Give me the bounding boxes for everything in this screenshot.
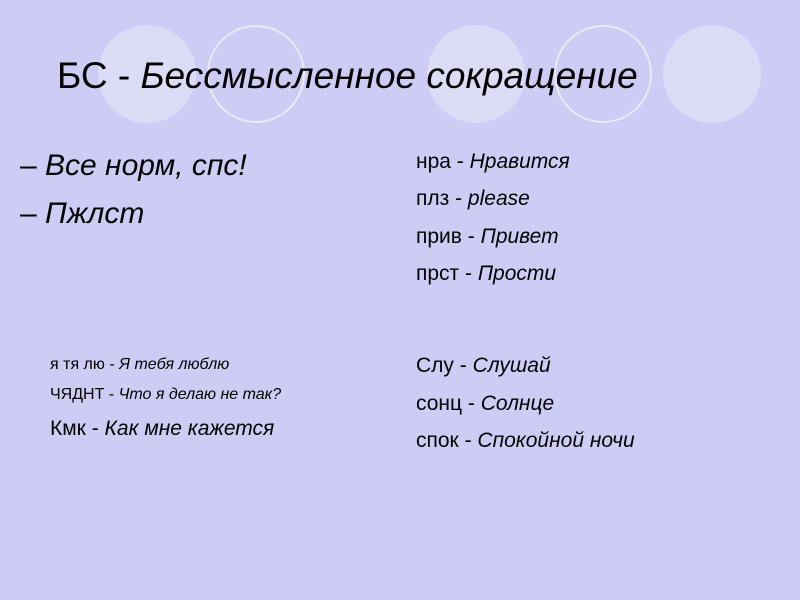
abbr-row <box>50 355 229 375</box>
abbr-row <box>416 149 570 175</box>
abbr-short: прив - <box>416 225 481 248</box>
abbr-row <box>50 416 274 442</box>
bullet-dash: – <box>20 197 46 230</box>
abbr-row <box>416 391 554 417</box>
title-abbr: БС - <box>57 55 141 96</box>
abbr-meaning: Привет <box>480 225 559 248</box>
slide-title <box>57 52 638 100</box>
abbr-row <box>416 186 530 212</box>
abbr-short: ЧЯДНТ - <box>50 386 119 403</box>
abbr-meaning: Прости <box>477 262 557 285</box>
bullet-item <box>20 196 144 232</box>
abbr-row <box>416 353 551 379</box>
abbr-short: сонц - <box>416 392 481 415</box>
abbr-short: Кмк - <box>50 417 105 440</box>
title-meaning: Бессмысленное сокращение <box>140 55 638 96</box>
abbr-row <box>50 385 281 405</box>
decorative-circle-5 <box>663 25 761 123</box>
abbr-meaning: Я тебя люблю <box>119 356 230 373</box>
bullet-text: Все норм, спс! <box>45 149 247 182</box>
abbr-meaning: please <box>467 187 530 210</box>
abbr-short: Слу - <box>416 354 473 377</box>
bullet-text: Пжлст <box>45 197 145 230</box>
abbr-meaning: Спокойной ночи <box>477 429 635 452</box>
abbr-meaning: Что я делаю не так? <box>118 386 282 403</box>
abbr-meaning: Солнце <box>480 392 555 415</box>
abbr-short: я тя лю - <box>50 356 120 373</box>
abbr-short: плз - <box>416 187 468 210</box>
abbr-short: прст - <box>416 262 478 285</box>
bullet-item <box>20 148 247 184</box>
abbr-meaning: Слушай <box>472 354 551 377</box>
abbr-row <box>416 428 635 454</box>
abbr-row <box>416 261 556 287</box>
abbr-short: нра - <box>416 150 470 173</box>
abbr-meaning: Нравится <box>469 150 570 173</box>
abbr-meaning: Как мне кажется <box>104 417 275 440</box>
abbr-row <box>416 224 559 250</box>
bullet-dash: – <box>20 149 46 182</box>
abbr-short: спок - <box>416 429 478 452</box>
